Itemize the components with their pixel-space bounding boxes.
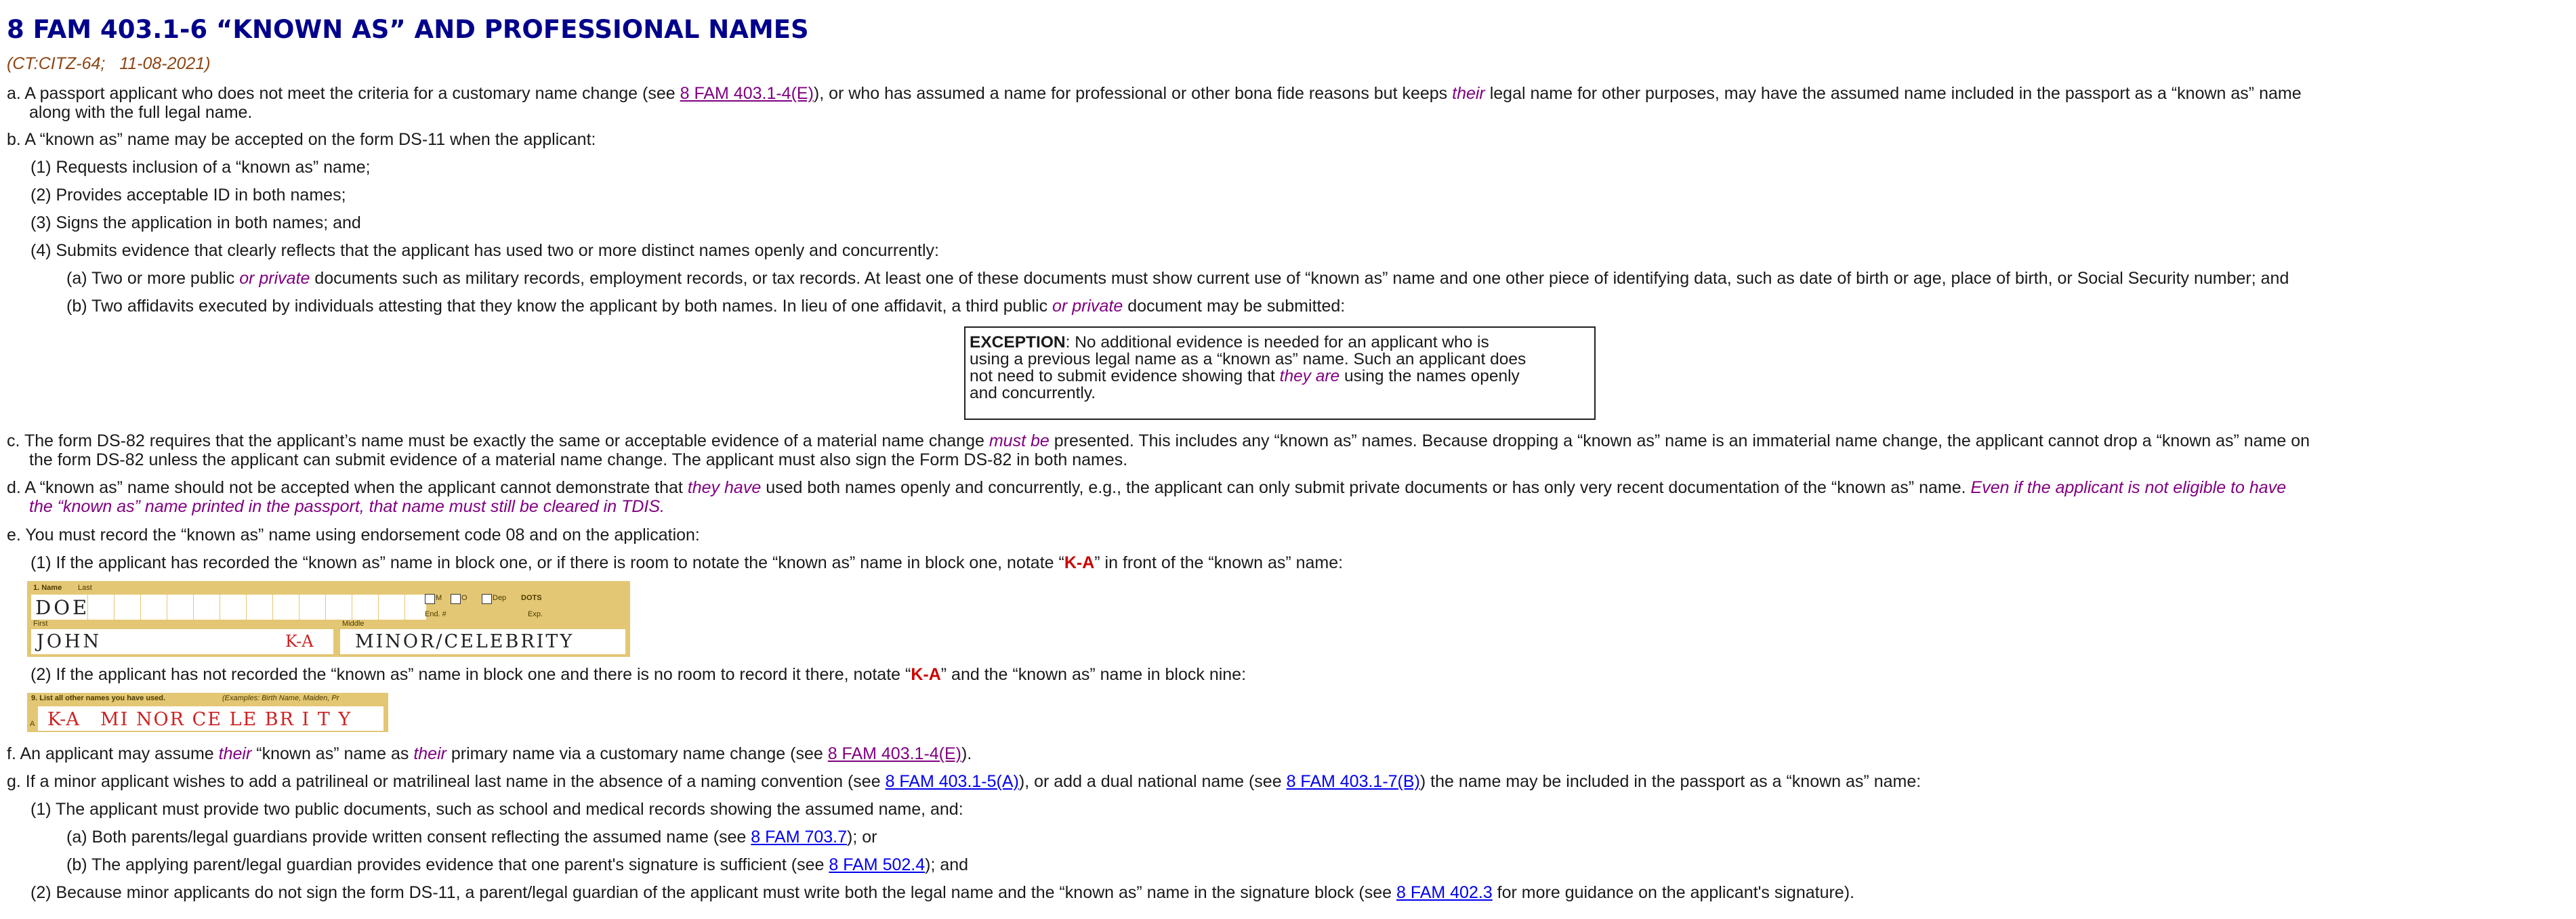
middle-name-box <box>340 629 625 654</box>
paragraph-a <box>7 84 2302 103</box>
chk-m-label: M <box>436 594 442 602</box>
item-g2 <box>30 883 1854 902</box>
middle-label: Middle <box>342 620 365 628</box>
text: ), or add a dual national name (see <box>1018 772 1287 791</box>
text: (a) Both parents/legal guardians provide written consent reflecting the assumed name (see <box>66 828 751 847</box>
link-8-fam-703-7[interactable]: 8 FAM 703.7 <box>751 828 848 847</box>
paragraph-a-cont: along with the full legal name. <box>29 103 253 122</box>
first-label: First <box>33 620 48 628</box>
text: not need to submit evidence showing that <box>970 367 1280 385</box>
text: (b) Two affidavits executed by individuals attesting that they know the applicant by both names. In lieu of one affidavit, a third public <box>66 297 1053 316</box>
name-label: 1. Name <box>33 584 62 592</box>
block-nine-field <box>38 706 383 731</box>
link-8-fam-403-1-4-e[interactable]: 8 FAM 403.1-4(E) <box>680 84 814 103</box>
first-name-value: JOHN <box>37 631 102 652</box>
block-nine-label: 9. List all other names you have used. <box>31 694 166 702</box>
ka-notation: K-A <box>1064 553 1095 572</box>
citation: (CT:CITZ-64; 11-08-2021) <box>7 54 211 73</box>
page-title: 8 FAM 403.1-6 “KNOWN AS” AND PROFESSIONAL NAMES <box>7 15 809 44</box>
text: used both names openly and concurrently, e.g., the applicant can only submit private documents or has only very recent documentation of the “known as” name. <box>761 478 1971 497</box>
checkbox-m <box>425 594 435 604</box>
link-8-fam-403-1-7-b[interactable]: 8 FAM 403.1-7(B) <box>1286 772 1420 791</box>
last-name-value: DOE <box>35 596 90 619</box>
item-g1a <box>66 828 877 847</box>
exception-box <box>964 326 1596 420</box>
item-g1b <box>66 855 968 874</box>
block-nine-example: (Examples: Birth Name, Maiden, Pr <box>222 694 339 702</box>
chk-o-label: O <box>461 594 468 602</box>
text: using a previous legal name as a “known as” name. Such an applicant does <box>970 350 1526 368</box>
item-g1: (1) The applicant must provide two public documents, such as school and medical records showing the assumed name, and: <box>30 800 963 819</box>
emphasis: Even if the applicant is not eligible to have <box>1970 478 2287 497</box>
text: (2) Because minor applicants do not sign the form DS-11, a parent/legal guardian of the applicant must write both the legal name and the “known as” name in the signature block (see <box>30 883 1396 902</box>
paragraph-e: e. You must record the “known as” name using endorsement code 08 and on the application: <box>7 526 700 544</box>
last-label: Last <box>78 584 92 592</box>
item-e1 <box>30 553 1343 572</box>
text: and concurrently. <box>970 384 1096 402</box>
paragraph-b: b. A “known as” name may be accepted on the form DS-11 when the applicant: <box>7 130 596 149</box>
item-b4: (4) Submits evidence that clearly reflects that the applicant has used two or more distinct names openly and concurrently: <box>30 241 939 260</box>
paragraph-d <box>7 478 2286 497</box>
link-8-fam-402-3[interactable]: 8 FAM 402.3 <box>1396 883 1493 902</box>
end-label: End. # <box>425 610 446 618</box>
link-8-fam-502-4[interactable]: 8 FAM 502.4 <box>829 855 926 874</box>
form-block-nine <box>27 693 388 732</box>
form-block-one <box>27 581 630 657</box>
text: documents such as military records, employment records, or tax records. At least one of these documents must show current use of “known as” name and one other piece of identifying data, such as date of birth or age, place of birth, or Social Security number; and <box>310 269 2289 288</box>
text: document may be submitted: <box>1123 297 1346 316</box>
text: c. The form DS-82 requires that the applicant’s name must be exactly the same or acceptable evidence of a material name change <box>7 431 989 450</box>
exp-label: Exp. <box>528 610 543 618</box>
exception-label: EXCEPTION <box>970 333 1066 351</box>
item-e2 <box>30 665 1246 684</box>
text: ), or who has assumed a name for professional or other bona fide reasons but keeps <box>813 84 1453 103</box>
text: : No additional evidence is needed for an applicant who is <box>1065 333 1489 351</box>
emphasis: or private <box>239 269 310 288</box>
emphasis: their <box>218 744 252 763</box>
text: “known as” name as <box>251 744 414 763</box>
text: presented. This includes any “known as” names. Because dropping a “known as” name is an immaterial name change, the applicant cannot drop a “known as” name on <box>1049 431 2310 450</box>
paragraph-c <box>7 431 2310 450</box>
middle-name-value: MINOR/CELEBRITY <box>355 631 575 652</box>
item-b4b <box>66 297 1345 316</box>
item-b2: (2) Provides acceptable ID in both names; <box>30 186 346 205</box>
text: ); or <box>847 828 877 847</box>
checkbox-o <box>451 594 461 604</box>
text: (b) The applying parent/legal guardian provides evidence that one parent's signature is sufficient (see <box>66 855 829 874</box>
ka-mark: K-A <box>47 709 79 730</box>
text: ). <box>961 744 972 763</box>
emphasis: they have <box>687 478 762 497</box>
text: ” and the “known as” name in block nine: <box>940 665 1247 684</box>
last-name-box <box>31 595 426 620</box>
first-name-box <box>31 629 333 654</box>
text: (1) If the applicant has recorded the “known as” name in block one, or if there is room to notate the “known as” name in block one, notate “ <box>30 553 1064 572</box>
emphasis: must be <box>989 431 1050 450</box>
text: (2) If the applicant has not recorded the “known as” name in block one and there is no room to record it there, notate “ <box>30 665 911 684</box>
checkbox-dep <box>482 594 492 604</box>
link-8-fam-403-1-4-e[interactable]: 8 FAM 403.1-4(E) <box>827 744 962 763</box>
text: g. If a minor applicant wishes to add a patrilineal or matrilineal last name in the absence of a naming convention (see <box>7 772 886 791</box>
item-b1: (1) Requests inclusion of a “known as” name; <box>30 158 371 177</box>
ka-mark: K-A <box>285 632 314 651</box>
text: ” in front of the “known as” name: <box>1094 553 1344 572</box>
text: for more guidance on the applicant's signature). <box>1492 883 1854 902</box>
text: legal name for other purposes, may have the assumed name included in the passport as a “known as” name <box>1484 84 2302 103</box>
emphasis: their <box>413 744 446 763</box>
text: d. A “known as” name should not be accepted when the applicant cannot demonstrate that <box>7 478 688 497</box>
text: ); and <box>925 855 969 874</box>
link-8-fam-403-1-5-a[interactable]: 8 FAM 403.1-5(A) <box>885 772 1019 791</box>
text: using the names openly <box>1339 367 1520 385</box>
paragraph-c-cont: the form DS-82 unless the applicant can submit evidence of a material name change. The applicant must also sign the Form DS-82 in both names. <box>29 450 1128 469</box>
block-nine-value: MI NOR CE LE BR I T Y <box>100 709 352 730</box>
text: f. An applicant may assume <box>7 744 219 763</box>
emphasis: they are <box>1279 367 1340 385</box>
dots-label: DOTS <box>521 594 542 602</box>
text: ) the name may be included in the passport as a “known as” name: <box>1419 772 1921 791</box>
text: primary name via a customary name change (see <box>446 744 828 763</box>
ka-notation: K-A <box>911 665 941 684</box>
item-b4a <box>66 269 2289 288</box>
text: a. A passport applicant who does not meet the criteria for a customary name change (see <box>7 84 680 103</box>
block-nine-a: A <box>30 720 35 728</box>
emphasis: or private <box>1052 297 1123 316</box>
item-b3: (3) Signs the application in both names; and <box>30 213 361 232</box>
text: (a) Two or more public <box>66 269 240 288</box>
paragraph-d-cont: the “known as” name printed in the passport, that name must still be cleared in TDIS. <box>29 497 665 516</box>
emphasis: their <box>1452 84 1485 103</box>
paragraph-g <box>7 772 1921 791</box>
chk-dep-label: Dep <box>493 594 507 602</box>
paragraph-f <box>7 744 972 763</box>
